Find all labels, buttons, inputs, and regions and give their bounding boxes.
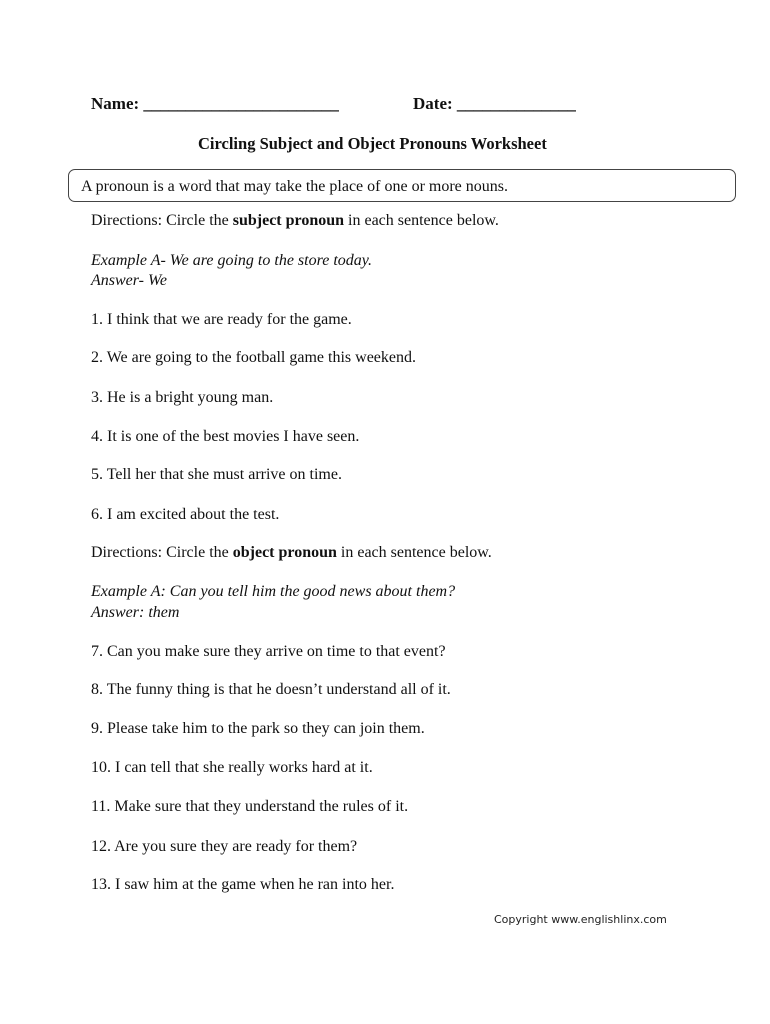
- name-field-label: Name: _______________________: [91, 94, 339, 113]
- sentence-item: 4. It is one of the best movies I have seen.: [91, 428, 360, 445]
- directions-subject-bold: subject pronoun: [232, 212, 345, 229]
- sentence-item: 2. We are going to the football game this weekend.: [91, 349, 416, 366]
- answer-subject: Answer- We: [91, 272, 167, 289]
- directions-object: [91, 544, 492, 562]
- date-field-label: Date: ______________: [413, 94, 576, 113]
- sentence-item: 1. I think that we are ready for the game.: [91, 311, 352, 328]
- example-subject: Example A- We are going to the store today.: [91, 252, 372, 269]
- sentence-item: 3. He is a bright young man.: [91, 389, 274, 406]
- sentence-item: 9. Please take him to the park so they can join them.: [91, 720, 425, 737]
- copyright-notice: Copyright www.englishlinx.com: [494, 913, 667, 926]
- sentence-item: 10. I can tell that she really works hard at it.: [91, 759, 373, 776]
- answer-object: Answer: them: [91, 604, 180, 621]
- directions-subject-suffix: in each sentence below.: [344, 212, 499, 229]
- sentence-item: 12. Are you sure they are ready for them?: [91, 838, 358, 855]
- definition-box: [68, 169, 736, 202]
- directions-object-suffix: in each sentence below.: [336, 544, 492, 561]
- sentence-item: 11. Make sure that they understand the rules of it.: [91, 798, 409, 815]
- sentence-item: 6. I am excited about the test.: [91, 506, 280, 523]
- directions-object-prefix: Directions: Circle the: [91, 544, 233, 561]
- directions-subject-prefix: Directions: Circle the: [91, 212, 233, 229]
- sentence-item: 7. Can you make sure they arrive on time to that event?: [91, 643, 446, 660]
- sentence-item: 8. The funny thing is that he doesn’t understand all of it.: [91, 681, 451, 698]
- directions-object-bold: object pronoun: [232, 544, 337, 561]
- directions-subject: [91, 212, 499, 230]
- example-object: Example A: Can you tell him the good news about them?: [91, 583, 456, 600]
- sentence-item: 13. I saw him at the game when he ran into her.: [91, 876, 395, 893]
- definition-text: A pronoun is a word that may take the place of one or more nouns.: [81, 178, 508, 195]
- worksheet-title: Circling Subject and Object Pronouns Worksheet: [198, 134, 547, 153]
- sentence-item: 5. Tell her that she must arrive on time.: [91, 466, 342, 483]
